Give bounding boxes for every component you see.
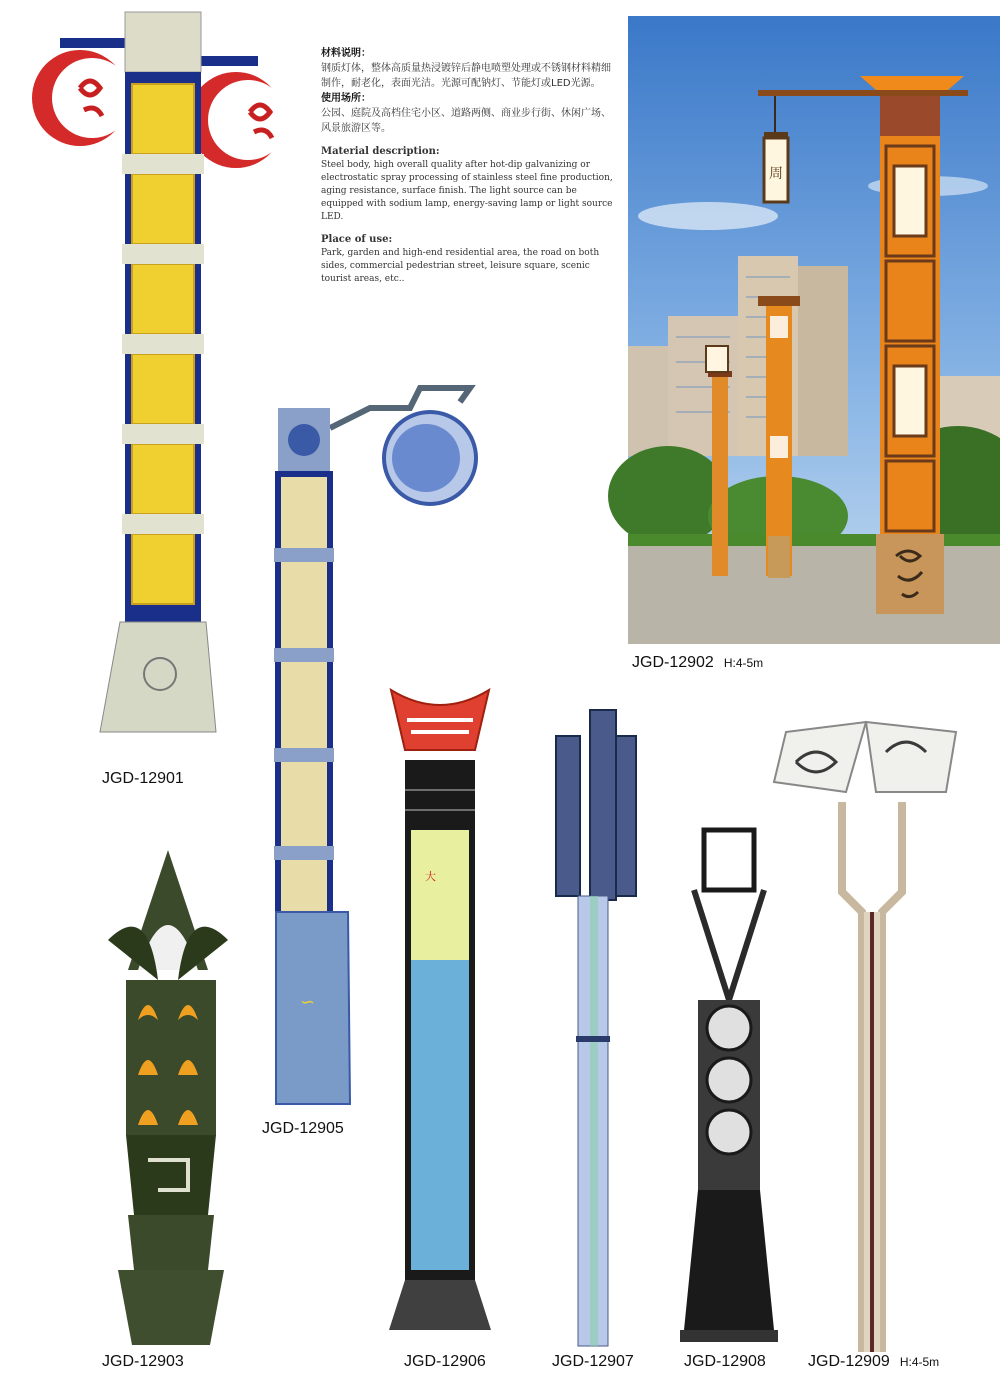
cn-use-title: 使用场所： <box>321 93 371 104</box>
en-use-text: Park, garden and high-end residential area, the road on both sides, commercial pedestrian street, leisure square, scenic tourist areas, etc.. <box>321 248 600 284</box>
height-12909: H:4-5m <box>899 1355 940 1369</box>
model-12905: JGD-12905 <box>262 1120 344 1137</box>
en-material-title: Material description: <box>321 146 440 157</box>
model-label-12902 <box>632 654 763 672</box>
model-12907: JGD-12907 <box>552 1353 634 1370</box>
material-description <box>321 46 619 286</box>
cn-material-text: 钢质灯体，整体高质量热浸镀锌后静电喷塑处理或不锈钢材料精细制作，耐老化，表面光洁。光源可配钠灯、节能灯或LED光源。 <box>321 63 611 89</box>
model-12902: JGD-12902 <box>632 654 714 671</box>
product-12909 <box>766 712 966 1352</box>
svg-text:∽: ∽ <box>300 992 316 1013</box>
model-label-12901 <box>102 770 184 788</box>
svg-text:周: 周 <box>769 166 783 182</box>
product-12903 <box>98 840 238 1345</box>
model-label-12905 <box>262 1120 344 1138</box>
model-12909: JGD-12909 <box>808 1353 890 1370</box>
model-label-12906 <box>404 1353 486 1371</box>
model-12906: JGD-12906 <box>404 1353 486 1370</box>
model-label-12903 <box>102 1353 184 1371</box>
model-12908: JGD-12908 <box>684 1353 766 1370</box>
cn-use-text: 公园、庭院及高档住宅小区、道路两侧、商业步行街、休闲广场、风景旅游区等。 <box>321 108 611 134</box>
height-12902: H:4-5m <box>723 656 764 670</box>
product-12906 <box>385 680 495 1350</box>
en-use-title: Place of use: <box>321 234 393 245</box>
product-12901 <box>18 12 298 752</box>
svg-text:大: 大 <box>425 870 436 883</box>
model-label-12909 <box>808 1353 939 1371</box>
model-label-12907 <box>552 1353 634 1371</box>
model-12901: JGD-12901 <box>102 770 184 787</box>
model-label-12908 <box>684 1353 766 1371</box>
model-12903: JGD-12903 <box>102 1353 184 1370</box>
product-photo-12902 <box>628 16 1000 644</box>
en-material-text: Steel body, high overall quality after hot-dip galvanizing or electrostatic spray processing of stainless steel fine production, aging resistance, surface finish. The light source can be equipped with sodium lamp, energy-saving lamp or light source LED. <box>321 160 613 222</box>
cn-material-title: 材料说明： <box>321 48 371 59</box>
product-12907 <box>548 706 638 1350</box>
